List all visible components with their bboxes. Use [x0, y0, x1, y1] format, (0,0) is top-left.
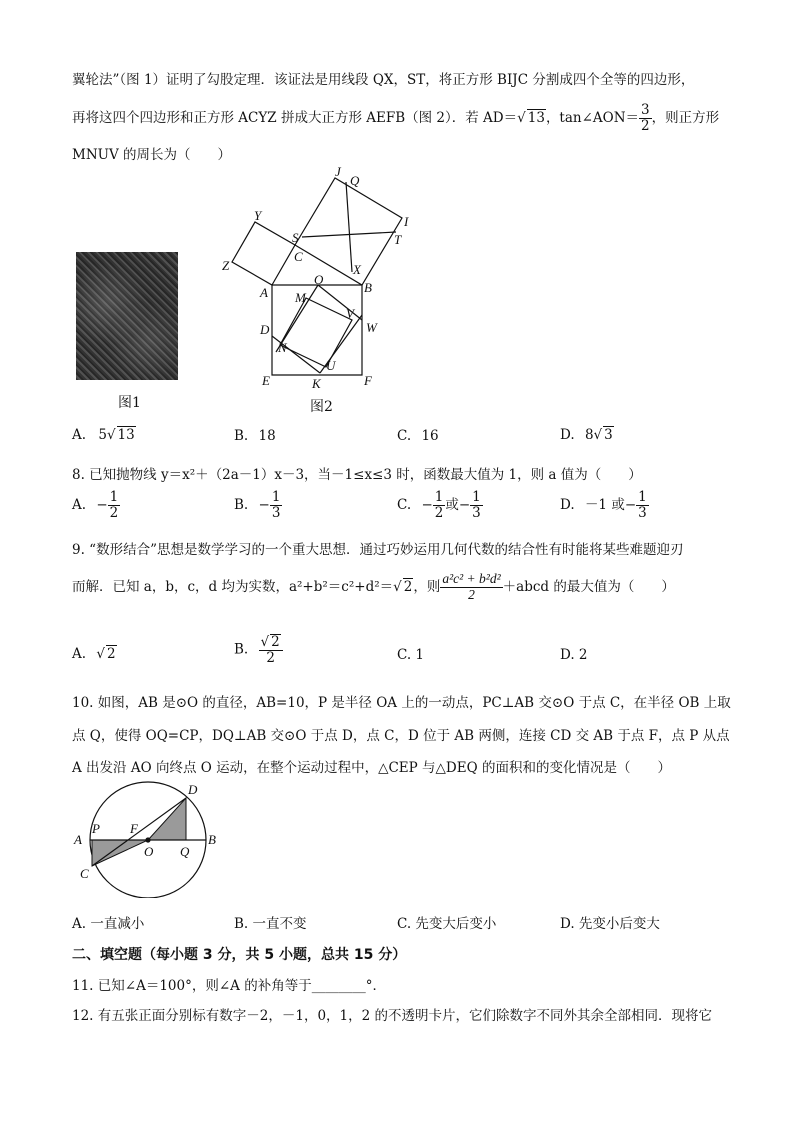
q12-text: 12. 有五张正面分别标有数字－2，－1，0，1，2 的不透明卡片，它们除数字不同外其余全部相同．现将它	[72, 1008, 712, 1024]
frac-denominator: 2	[468, 586, 475, 602]
option-key: C.	[397, 496, 412, 513]
label-W: W	[366, 320, 377, 335]
q7-option-b[interactable]	[234, 428, 276, 444]
frac-numerator: 1	[109, 489, 119, 505]
square-aefb	[272, 285, 362, 375]
label-C: C	[294, 249, 303, 264]
option-radicand: 13	[117, 427, 135, 443]
label-D: D	[260, 322, 270, 337]
label-T: T	[394, 232, 402, 247]
label-S: S	[292, 230, 299, 245]
option-key: B.	[234, 641, 249, 658]
frac-denominator: 2	[434, 504, 444, 521]
q9-line2-b: ，则	[413, 578, 441, 595]
frac-denominator: 3	[638, 504, 647, 521]
or-text: 或	[445, 496, 459, 513]
label-I: I	[404, 214, 409, 229]
option-value: 16	[421, 428, 439, 444]
option-key: A.	[72, 496, 87, 513]
q10-option-a[interactable]: A. 一直减小	[72, 916, 145, 932]
frac-numerator: 1	[638, 489, 647, 505]
label-A: A	[260, 285, 268, 300]
q7-line2-b: ，tan∠AON＝	[545, 109, 640, 126]
figure2-diagram	[210, 160, 430, 400]
q10-option-c[interactable]: C. 先变大后变小	[397, 916, 497, 932]
square-acyz	[232, 222, 295, 285]
option-coef: 8	[584, 427, 594, 443]
option-fraction-2	[470, 490, 483, 521]
option-fraction	[108, 490, 121, 521]
label-M: M	[295, 290, 306, 305]
segment-qx	[346, 182, 352, 272]
label-O: O	[144, 844, 154, 859]
label-D: D	[188, 782, 198, 797]
q10-option-d[interactable]: D. 先变小后变大	[560, 916, 660, 932]
option-coef: 5	[98, 427, 107, 443]
q10-line1: 10. 如图，AB 是⊙O 的直径，AB=10，P 是半径 OA 上的一动点，PC⊥AB 交⊙O 于点 C，在半径 OB 上取	[72, 695, 731, 711]
q8-option-d[interactable]: D. －1 或− $\frac{1}{3}$	[560, 489, 647, 521]
label-B: B	[364, 280, 372, 295]
q9-expression-fraction	[440, 572, 502, 603]
label-X: X	[353, 262, 361, 277]
figure2-label: 图2	[310, 399, 333, 415]
figure1-label: 图1	[118, 395, 141, 411]
frac-denominator: 2	[109, 504, 119, 521]
label-Q: Q	[180, 844, 190, 859]
q10-circle-figure	[68, 778, 228, 898]
q8-option-b[interactable]: B. − $\frac{1}{3}$	[234, 489, 281, 521]
square-bijc	[295, 178, 402, 285]
option-key: A.	[72, 646, 87, 662]
label-K: K	[312, 376, 321, 391]
frac-numerator: 1	[271, 489, 281, 505]
frac-numerator: 1	[434, 489, 444, 505]
label-A: A	[74, 832, 82, 847]
q10-line3: A 出发沿 AO 向终点 O 运动，在整个运动过程中，△CEP 与△DEQ 的面积和的变化情况是（ ）	[72, 760, 671, 776]
label-Q: Q	[350, 173, 360, 188]
center-o	[145, 837, 150, 842]
option-fraction	[636, 490, 649, 521]
option-key: B.	[234, 496, 249, 513]
q8-stem: 8. 已知抛物线 y＝x²＋（2a－1）x－3，当－1≤x≤3 时，函数最大值为 1，则 a 值为（ ）	[72, 467, 642, 483]
q9-radicand: 2	[403, 578, 413, 595]
q9-line1: 9. “数形结合”思想是数学学习的一个重大思想．通过巧妙运用几何代数的结合性有时能将某些难题迎刃	[72, 542, 684, 558]
frac-numerator: 1	[472, 489, 481, 505]
frac-denominator: 2	[266, 649, 275, 666]
sqrt-symbol: √	[393, 578, 402, 595]
figure1-photo	[76, 252, 178, 380]
sqrt-symbol: √	[593, 427, 603, 443]
q10-line2: 点 Q，使得 OQ=CP，DQ⊥AB 交⊙O 于点 D，点 C，D 位于 AB 两侧，连接 CD 交 AB 于点 F，点 P 从点	[72, 728, 730, 744]
frac-denominator: 3	[472, 504, 481, 521]
triangle-deq	[148, 798, 186, 840]
label-E: E	[262, 373, 270, 388]
q8-option-a[interactable]: A. − $\frac{1}{2}$	[72, 489, 119, 521]
option-key: C.	[397, 428, 412, 444]
option-key: D.	[560, 427, 575, 443]
q7-tan-fraction	[639, 103, 652, 134]
q7-option-a[interactable]	[72, 426, 136, 443]
triangle-cep	[92, 840, 148, 866]
option-fraction	[259, 634, 283, 666]
label-Y: Y	[254, 208, 262, 223]
square-mnuv	[280, 298, 352, 367]
q7-ad-radicand: 13	[527, 109, 545, 126]
section-heading: 二、填空题（每小题 3 分，共 5 小题，总共 15 分）	[72, 947, 407, 963]
option-radicand: 2	[106, 646, 116, 662]
frac-numerator: a²c² + b²d²	[442, 571, 501, 586]
q8-option-c[interactable]: C. − $\frac{1}{2}$ 或− $\frac{1}{3}$	[397, 489, 481, 521]
q9-line2-c: ＋abcd 的最大值为（ ）	[502, 578, 675, 595]
frac-denominator: 3	[271, 504, 281, 521]
sqrt-symbol: √	[96, 646, 105, 662]
sqrt-symbol: √	[260, 634, 270, 650]
label-Z: Z	[222, 258, 230, 273]
option-key: D.	[560, 496, 575, 513]
q9-option-d[interactable]: D. 2	[560, 647, 588, 663]
q11-text: 11. 已知∠A＝100°，则∠A 的补角等于________°．	[72, 978, 386, 994]
option-prefix: －1 或	[584, 496, 625, 513]
q7-line2-a: 再将这四个四边形和正方形 ACYZ 拼成大正方形 AEFB（图 2）．若 AD＝	[72, 109, 518, 126]
label-P: P	[92, 821, 100, 836]
q9-line2	[72, 572, 675, 603]
q9-option-b[interactable]	[234, 634, 283, 666]
label-C: C	[80, 866, 89, 881]
option-fraction-1	[433, 490, 446, 521]
q7-line2	[72, 103, 719, 134]
q9-line2-a: 而解．已知 a，b，c，d 均为实数，a²+b²＝c²+d²＝	[72, 578, 394, 595]
label-B: B	[208, 832, 216, 847]
label-V: V	[346, 306, 354, 321]
option-fraction	[270, 490, 283, 521]
q7-option-d[interactable]	[560, 426, 614, 443]
label-O: O	[314, 272, 324, 287]
frac-numerator: 3	[641, 102, 650, 118]
sqrt-symbol: √	[517, 109, 526, 126]
q7-option-c[interactable]	[397, 428, 439, 444]
sqrt-symbol: √	[106, 427, 116, 443]
q7-line2-c: ，则正方形	[651, 109, 720, 126]
q9-option-c[interactable]: C. 1	[397, 647, 425, 663]
label-F: F	[130, 821, 138, 836]
label-F: F	[364, 373, 372, 388]
label-J: J	[335, 164, 341, 179]
option-key: A.	[72, 427, 87, 443]
option-key: B.	[234, 428, 249, 444]
label-N: N	[278, 340, 287, 355]
label-U: U	[326, 358, 336, 373]
q10-option-b[interactable]: B. 一直不变	[234, 916, 307, 932]
option-radicand: 3	[604, 427, 613, 443]
option-value: 18	[258, 428, 276, 444]
q7-line3: MNUV 的周长为（ ）	[72, 147, 232, 163]
frac-numerator: 2	[271, 634, 280, 650]
q9-option-a[interactable]	[72, 645, 117, 662]
frac-denominator: 2	[641, 117, 650, 134]
q7-line1: 翼轮法”（图 1）证明了勾股定理．该证法是用线段 QX，ST，将正方形 BIJC 分割成四个全等的四边形，	[72, 72, 695, 88]
